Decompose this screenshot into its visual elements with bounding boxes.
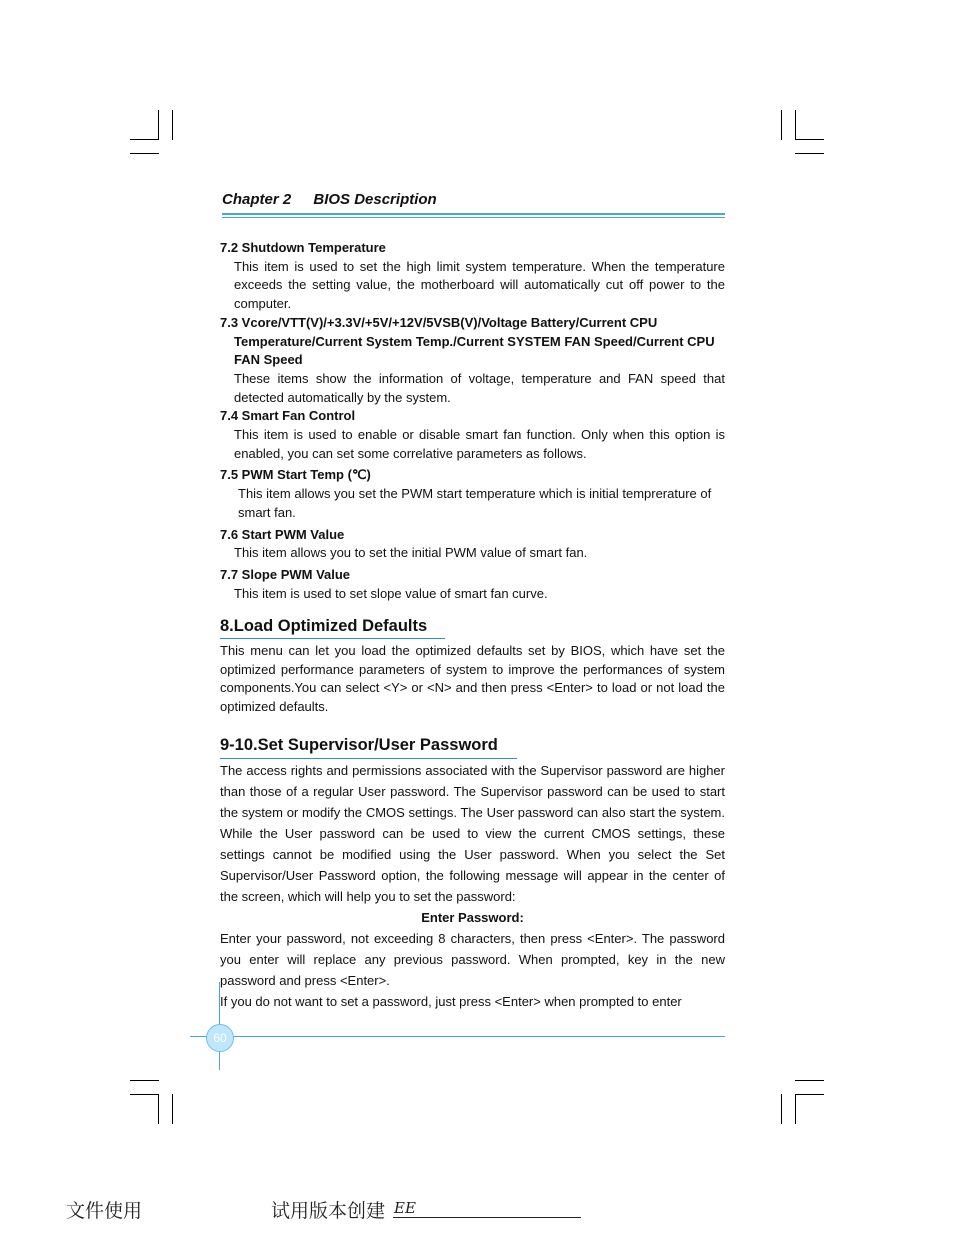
footer-rule [190,1036,725,1037]
header-rule [222,217,725,218]
crop-mark [130,153,159,154]
page-number-badge: 60 [206,1024,234,1052]
password-prompt: Enter Password: [421,910,524,925]
crop-mark [795,1094,796,1124]
crop-mark [130,139,159,140]
section-body: This item is used to set slope value of smart fan curve. [234,585,548,601]
header-rule [222,213,725,215]
section-heading: 7.6 Start PWM Value [220,526,345,542]
section-body: This item is used to enable or disable smart fan function. Only when this option is enabled, you can set some correlative parameters as follows. [234,427,725,461]
crop-mark [795,1080,824,1081]
password-paragraph: If you do not want to set a password, just press <Enter> when prompted to enter [220,994,682,1009]
crop-mark [158,110,159,140]
watermark-left: 文件使用 [66,1200,143,1222]
hardware-monitor-sections [220,239,725,603]
section-heading: 7.2 Shutdown Temperature [220,240,386,255]
crop-mark [795,139,824,140]
crop-mark [781,110,782,140]
section-heading: 7.7 Slope PWM Value [220,566,351,582]
chapter-title: BIOS Description [313,191,437,208]
password-paragraph: The access rights and permissions associated with the Supervisor password are higher than those of a regular User password. The Supervisor password can be used to start the system or modify the CMOS settings. The User password can also start the system. While the User password can be used to view the current CMOS settings, these settings cannot be modified using the User password. When you select the Set Supervisor/User Password option, the following message will appear in the center of the screen, which will help you to set the password: [220,763,725,904]
chapter-header [222,191,725,208]
load-defaults-body: This menu can let you load the optimized defaults set by BIOS, which have set the optimized performance parameters of system to improve the performances of system components.You can select <Y> or <N> and then press <Enter> to load or not load the optimized defaults. [220,643,725,715]
load-defaults-heading: 8.Load Optimized Defaults [220,617,428,635]
crop-mark [795,153,824,154]
heading-underline [220,758,517,759]
crop-mark [172,110,173,140]
watermark-underline [393,1217,581,1218]
section-heading: 7.3 Vcore/VTT(V)/+3.3V/+5V/+12V/5VSB(V)/Voltage Battery/Current CPU Temperature/Current System Temp./Current SYSTEM FAN Speed/Current CPU FAN Speed [220,314,715,368]
watermark-right: 试用版本创建 [271,1200,386,1222]
password-paragraph: Enter your password, not exceeding 8 characters, then press <Enter>. The password you enter will replace any previous password. When prompted, key in the new password and press <Enter>. [220,931,725,988]
section-body: These items show the information of voltage, temperature and FAN speed that detected automatically by the system. [234,370,725,405]
password-heading: 9-10.Set Supervisor/User Password [220,736,498,754]
heading-underline [220,638,445,639]
watermark-link[interactable]: EE [394,1199,416,1217]
password-body [220,760,725,1012]
chapter-label: Chapter 2 [222,191,292,208]
section-heading: 7.4 Smart Fan Control [220,408,356,424]
crop-mark [130,1094,159,1095]
crop-mark [795,110,796,140]
section-body: This item allows you to set the initial PWM value of smart fan. [234,545,588,561]
crop-mark [130,1080,159,1081]
crop-mark [781,1094,782,1124]
crop-mark [158,1094,159,1124]
section-heading: 7.5 PWM Start Temp (℃) [220,467,371,483]
section-body: This item allows you set the PWM start temperature which is initial temprerature of smart fan. [238,486,712,520]
crop-mark [172,1094,173,1124]
section-body: This item is used to set the high limit system temperature. When the temperature exceeds the setting value, the motherboard will automatically cut off power to the computer. [234,258,725,312]
crop-mark [795,1094,824,1095]
